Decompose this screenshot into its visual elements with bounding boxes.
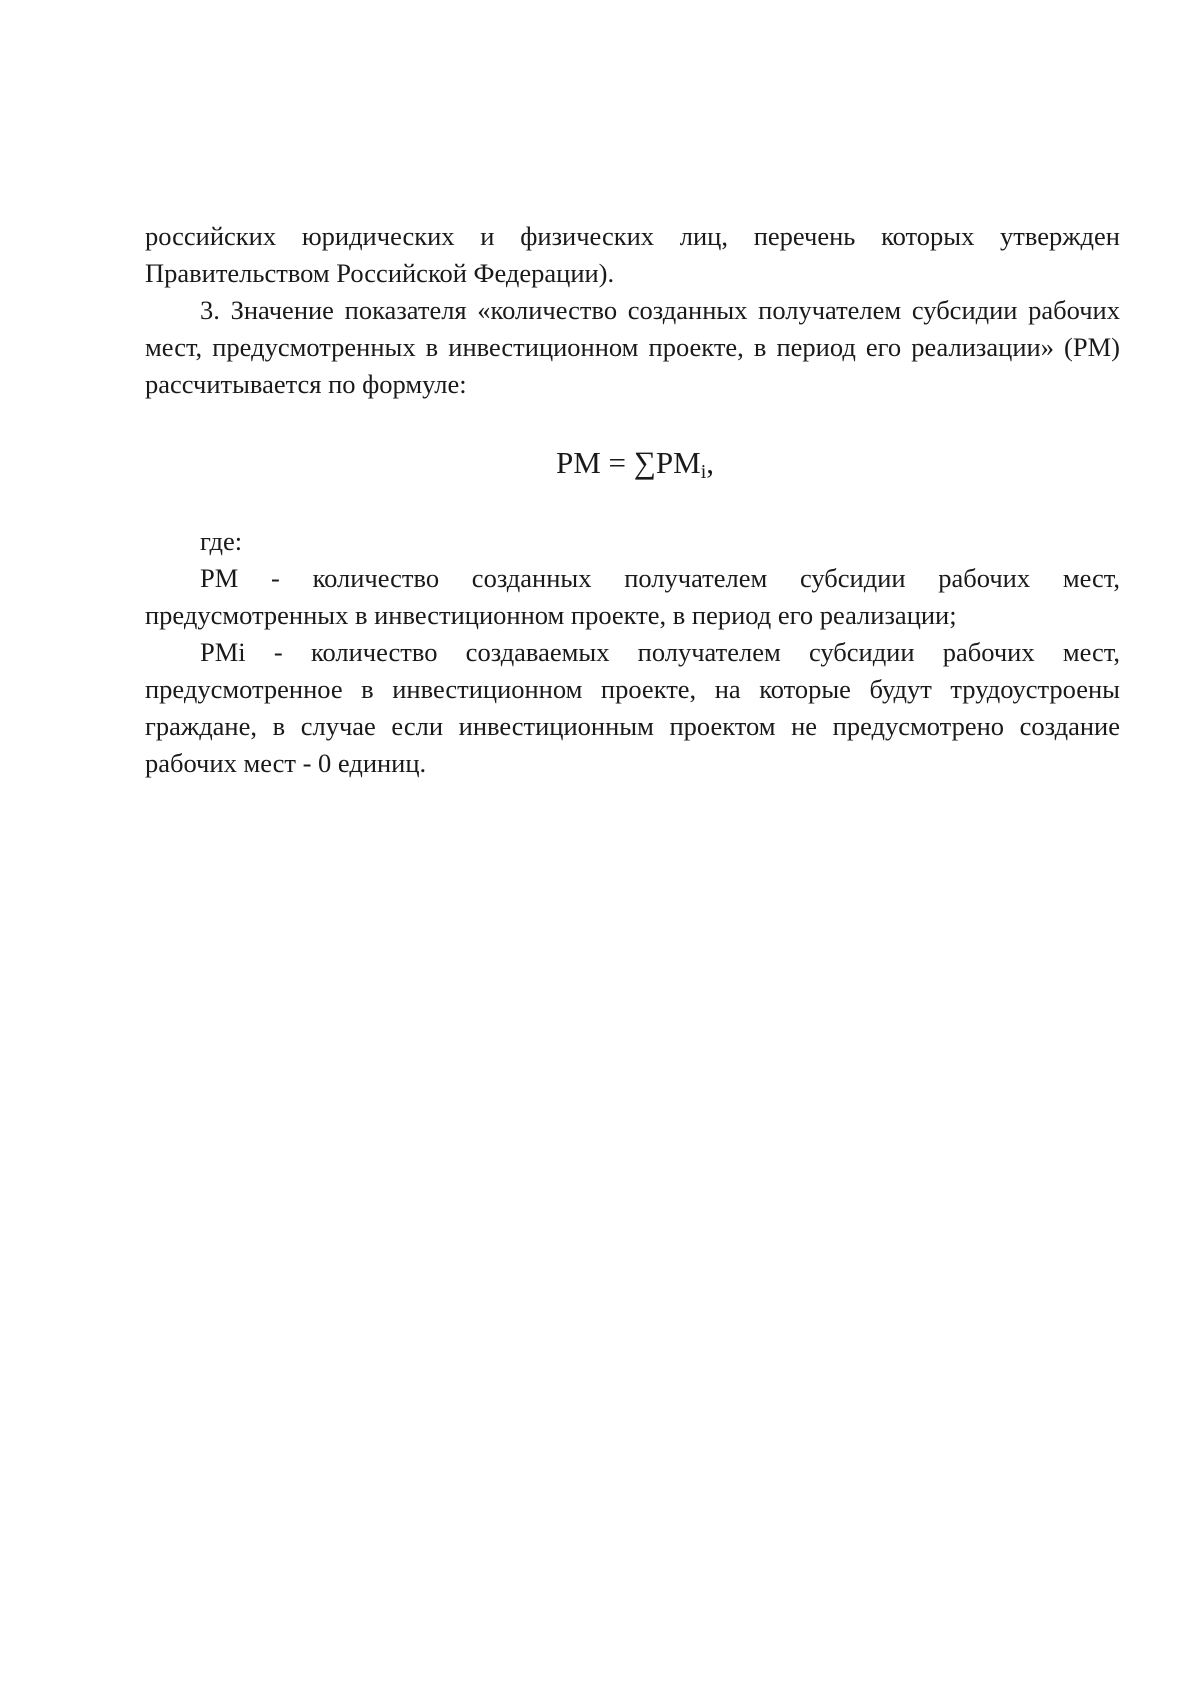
formula-main: РМ = ∑РМ	[555, 445, 701, 480]
definition-rm: РМ - количество созданных получателем субсидии рабочих мест, предусмотренных в инвестиционном проекте, в период его реализации;	[145, 563, 1120, 630]
paragraph-3: 3. Значение показателя «количество созданных получателем субсидии рабочих мест, предусмотренных в инвестиционном проекте, в период его реализации» (РМ) рассчитывается по формуле:	[145, 295, 1120, 399]
formula	[145, 443, 1120, 483]
paragraph-continuation: российских юридических и физических лиц, перечень которых утвержден Правительством Российской Федерации).	[145, 221, 1120, 288]
formula-subscript: i	[700, 461, 707, 483]
formula-trailing: ,	[706, 445, 714, 480]
definition-rmi: РМi - количество создаваемых получателем субсидии рабочих мест, предусмотренное в инвестиционном проекте, на которые будут трудоустроены граждане, в случае если инвестиционным проектом не предусмотрено создание рабочих мест - 0 единиц.	[145, 637, 1120, 778]
where-label: где:	[200, 526, 243, 556]
document-body	[145, 218, 1120, 782]
